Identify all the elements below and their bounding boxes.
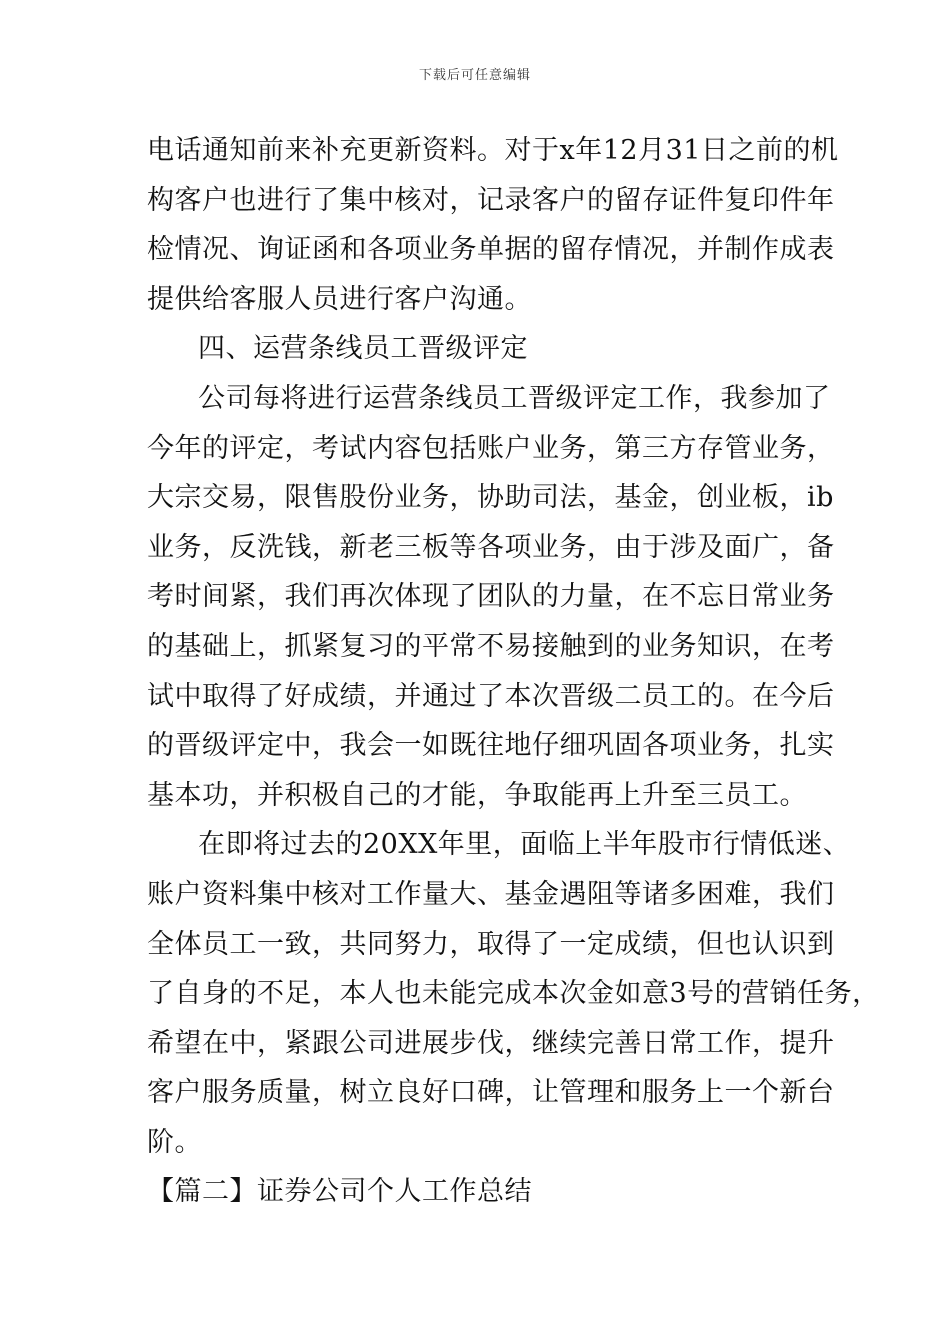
section-heading: 四、运营条线员工晋级评定: [198, 333, 528, 365]
paragraph-line: 阶。: [147, 1126, 202, 1158]
paragraph-line: 的基础上，抓紧复习的平常不易接触到的业务知识，在考: [147, 630, 835, 662]
paragraph-line: 基本功，并积极自己的才能，争取能再上升至三员工。: [147, 779, 807, 811]
paragraph-line: 今年的评定，考试内容包括账户业务，第三方存管业务，: [147, 432, 835, 464]
paragraph-line: 全体员工一致，共同努力，取得了一定成绩，但也认识到: [147, 928, 835, 960]
paragraph-line: 了自身的不足，本人也未能完成本次金如意3号的营销任务，: [147, 978, 880, 1010]
page-header: 下载后可任意编辑: [418, 68, 531, 83]
paragraph-line: 提供给客服人员进行客户沟通。: [147, 283, 532, 315]
document-body: [147, 126, 880, 1217]
paragraph-line: 大宗交易，限售股份业务，协助司法，基金，创业板，ib: [147, 482, 834, 514]
paragraph-line: 希望在中，紧跟公司进展步伐，继续完善日常工作，提升: [147, 1027, 835, 1059]
paragraph-line: 的晋级评定中，我会一如既往地仔细巩固各项业务，扎实: [147, 730, 835, 762]
paragraph-line: 试中取得了好成绩，并通过了本次晋级二员工的。在今后: [147, 680, 835, 712]
paragraph-line: 在即将过去的20XX年里，面临上半年股市行情低迷、: [198, 829, 851, 861]
paragraph-line: 账户资料集中核对工作量大、基金遇阻等诸多困难，我们: [147, 878, 835, 910]
paragraph-line: 电话通知前来补充更新资料。对于x年12月31日之前的机: [147, 135, 839, 166]
paragraph-line: 考时间紧，我们再次体现了团队的力量，在不忘日常业务: [147, 581, 835, 613]
paragraph-line: 公司每将进行运营条线员工晋级评定工作，我参加了: [198, 382, 831, 414]
paragraph-line: 客户服务质量，树立良好口碑，让管理和服务上一个新台: [147, 1077, 835, 1109]
paragraph-line: 检情况、询证函和各项业务单据的留存情况，并制作成表: [147, 234, 835, 266]
paragraph-line: 业务，反洗钱，新老三板等各项业务，由于涉及面广，备: [147, 531, 835, 563]
paragraph-line: 构客户也进行了集中核对，记录客户的留存证件复印件年: [147, 184, 835, 216]
article-heading: 【篇二】证券公司个人工作总结: [147, 1176, 532, 1208]
